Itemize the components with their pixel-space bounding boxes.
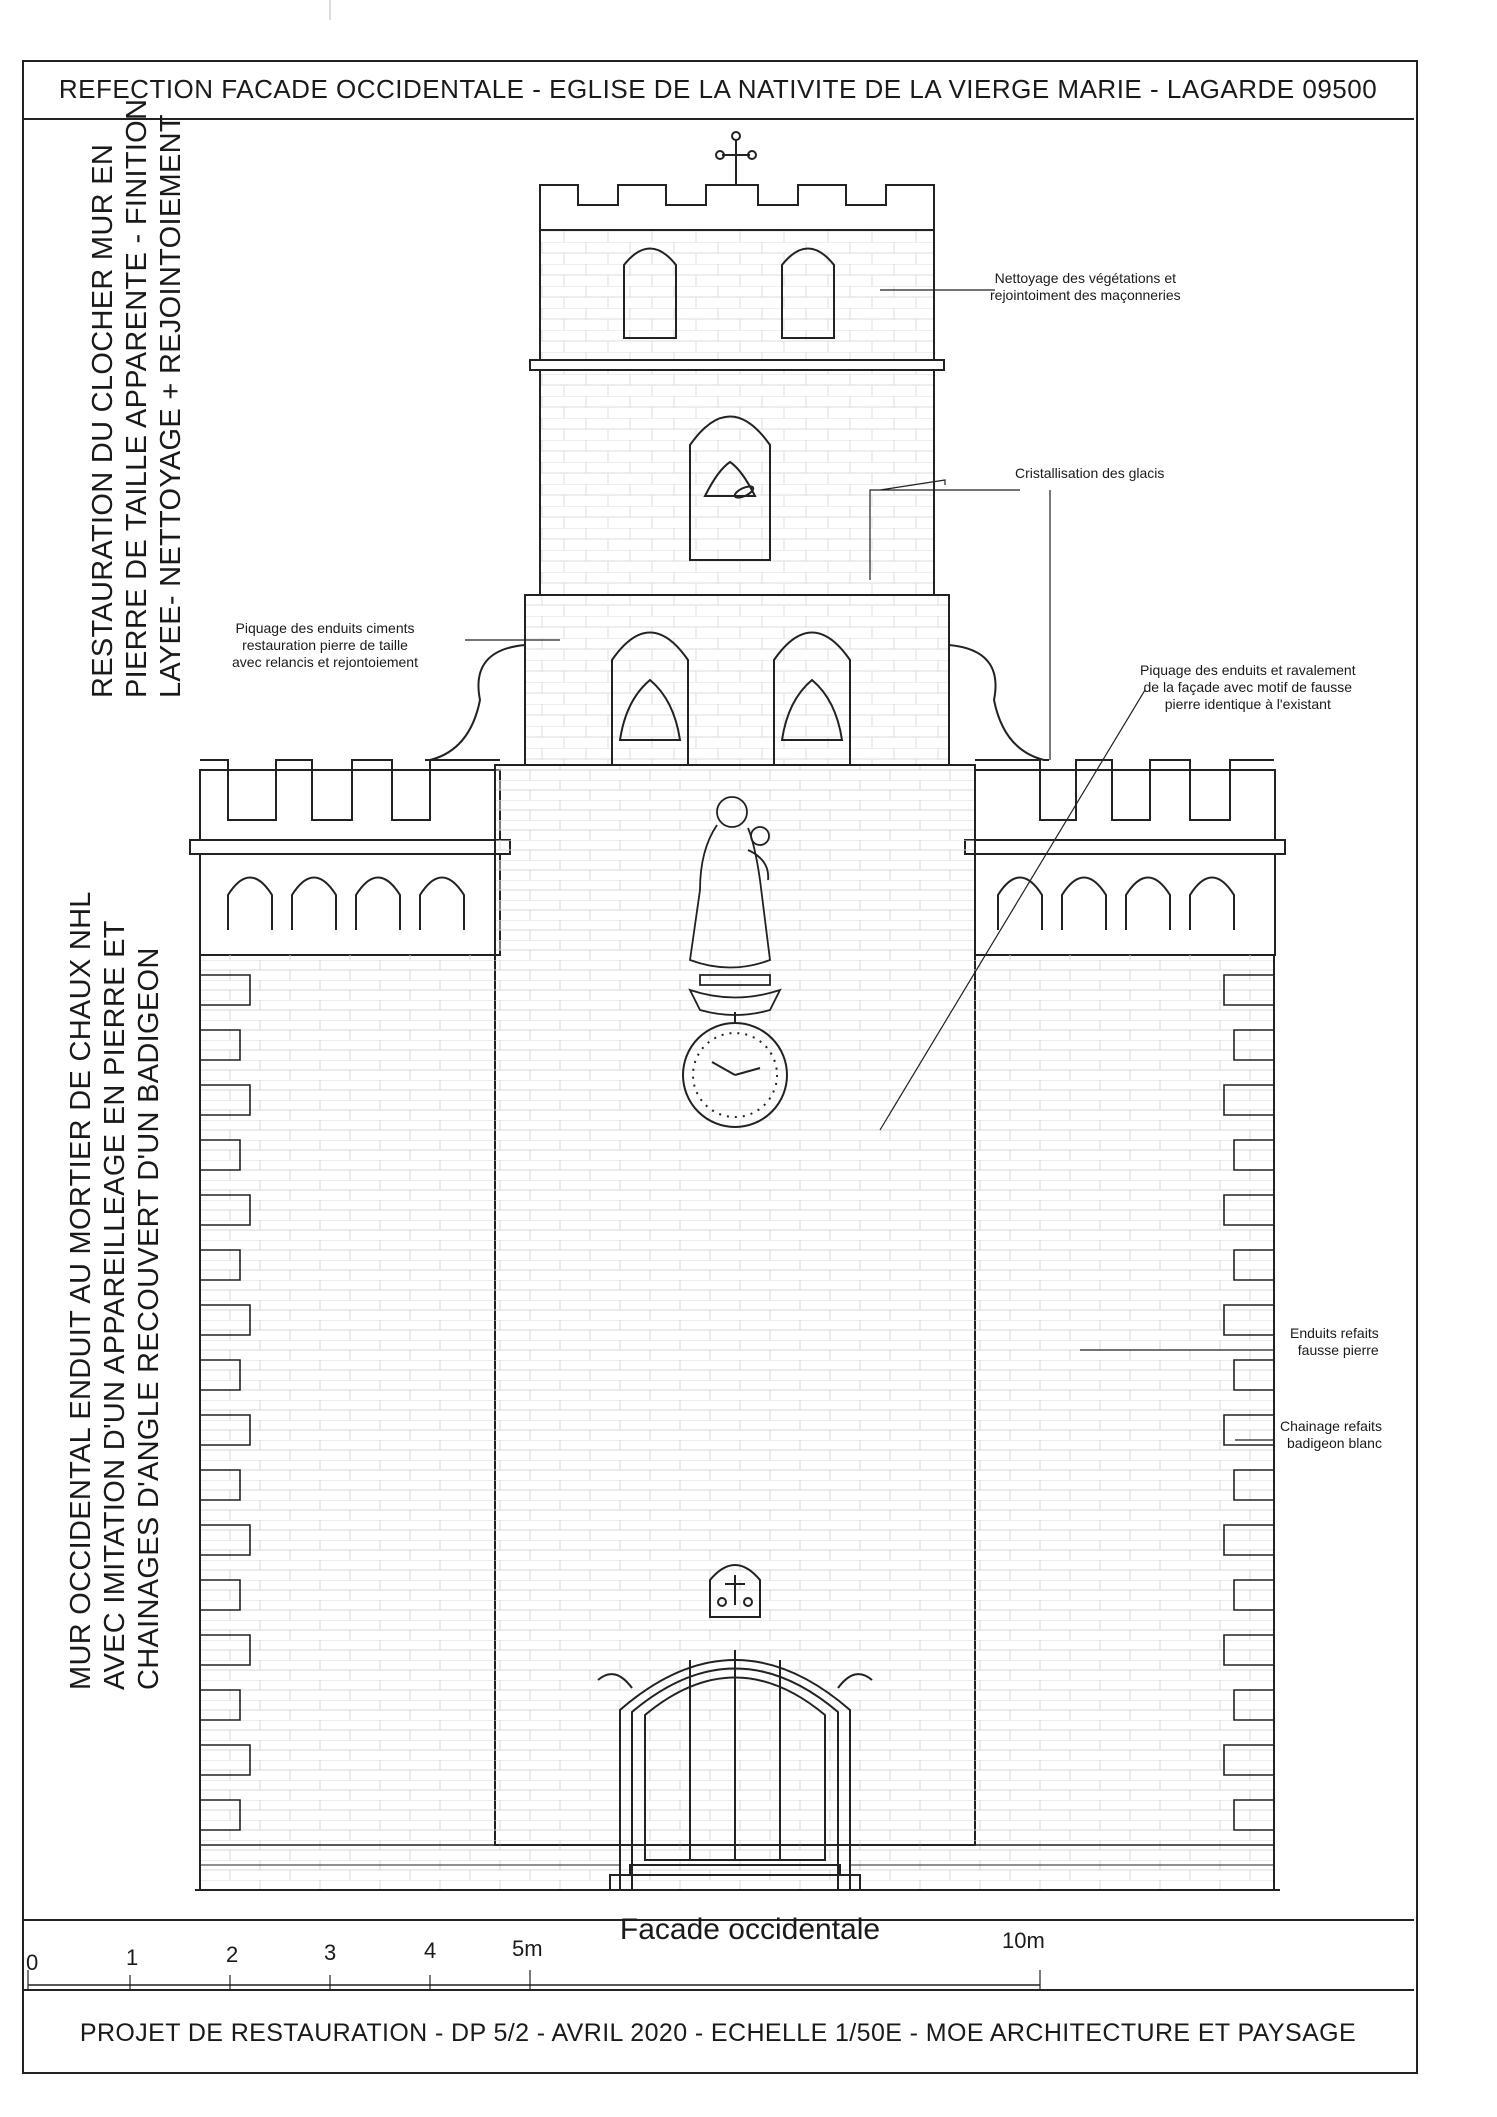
cross-icon <box>716 132 756 185</box>
left-wing-parapet <box>190 760 510 955</box>
scale-label: 2 <box>226 1942 239 1967</box>
annotation-piquage-ravalement <box>1140 662 1356 713</box>
annotation-enduits <box>1290 1325 1379 1359</box>
annotation-line: Enduits refaits <box>1290 1325 1379 1341</box>
sheet-footer: PROJET DE RESTAURATION - DP 5/2 - AVRIL 2020 - ECHELLE 1/50E - MOE ARCHITECTURE ET PAYSAGE <box>79 2018 1357 2047</box>
clocher-note-line: PIERRE DE TAILLE APPARENTE - FINITION <box>121 98 153 698</box>
scale-label: 1 <box>126 1945 139 1970</box>
clocher-top <box>530 185 944 370</box>
mur-note-line: CHAINAGES D'ANGLE RECOUVERT D'UN BADIGEON <box>133 947 165 1690</box>
scale-label: 0 <box>26 1950 39 1975</box>
annotation-line: Nettoyage des végétations et <box>994 270 1176 286</box>
annotation-piquage-ciments <box>232 620 418 671</box>
annotation-nettoyage <box>990 270 1181 304</box>
annotation-line: avec relancis et rejontoiement <box>232 654 418 670</box>
scale-label: 3 <box>324 1940 337 1965</box>
scale-label: 4 <box>424 1938 437 1963</box>
annotation-line: badigeon blanc <box>1286 1435 1382 1451</box>
facade-wall <box>200 955 1274 1890</box>
right-wing-parapet <box>965 760 1285 955</box>
mur-note-line: MUR OCCIDENTAL ENDUIT AU MORTIER DE CHAUX NHL <box>65 891 97 1690</box>
annotation-line: rejointoiment des maçonneries <box>990 287 1181 303</box>
annotation-line: Piquage des enduits et ravalement <box>1140 662 1356 678</box>
annotation-line: restauration pierre de taille <box>242 637 408 653</box>
clocher-note-line: LAYEE- NETTOYAGE + REJOINTOIEMENT <box>155 114 187 698</box>
drawing-caption: Facade occidentale <box>619 1913 881 1946</box>
sheet-title: REFECTION FACADE OCCIDENTALE - EGLISE DE LA NATIVITE DE LA VIERGE MARIE - LAGARDE 09500 <box>22 60 1414 120</box>
annotation-line: Chainage refaits <box>1280 1418 1382 1434</box>
annotation-line: de la façade avec motif de fausse <box>1143 679 1353 695</box>
clocher-middle <box>540 370 934 595</box>
annotation-line: Cristallisation des glacis <box>1015 465 1165 481</box>
clocher-lower <box>425 595 1049 765</box>
annotation-cristallisation <box>1015 465 1164 482</box>
scale-label: 10m <box>1002 1928 1045 1953</box>
scale-label: 5m <box>512 1936 543 1961</box>
annotation-line: pierre identique à l'existant <box>1164 696 1331 712</box>
annotation-line: fausse pierre <box>1297 1342 1379 1358</box>
annotation-line: Piquage des enduits ciments <box>235 620 415 636</box>
clocher-note-line: RESTAURATION DU CLOCHER MUR EN <box>87 143 119 698</box>
mur-note-line: AVEC IMITATION D'UN APPAREILLEAGE EN PIERRE ET <box>99 920 131 1690</box>
annotation-chainage <box>1280 1418 1382 1452</box>
